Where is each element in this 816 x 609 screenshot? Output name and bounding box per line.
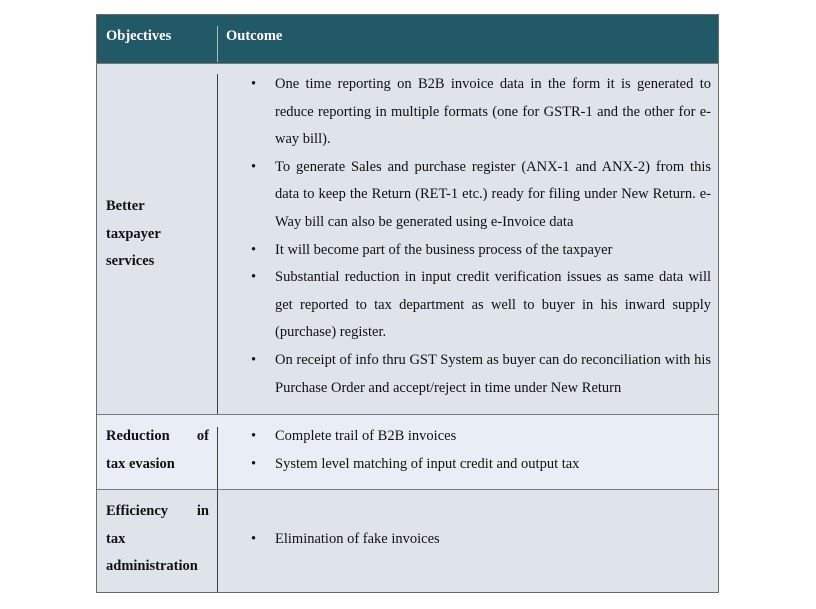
column-divider bbox=[217, 26, 218, 62]
list-item: • Complete trail of B2B invoices bbox=[251, 423, 711, 451]
objective-line: Reduction of bbox=[106, 428, 209, 444]
objective-cell bbox=[106, 498, 209, 581]
outcome-list bbox=[251, 423, 711, 478]
list-item: • One time reporting on B2B invoice data in the form it is generated to reduce reporting in multiple formats (one for GSTR-1 and the other for e-way bill). bbox=[251, 71, 711, 154]
outcome-list bbox=[251, 526, 711, 554]
table-row bbox=[97, 489, 718, 592]
header-objectives: Objectives bbox=[106, 28, 172, 44]
list-item: • System level matching of input credit and output tax bbox=[251, 451, 711, 479]
header-outcome: Outcome bbox=[226, 28, 283, 44]
objective-line: tax evasion bbox=[106, 455, 175, 472]
list-item: • On receipt of info thru GST System as buyer can do reconciliation with his Purchase Order and accept/reject in time under New Return bbox=[251, 347, 711, 402]
objective-cell bbox=[106, 193, 209, 276]
objective-line: tax bbox=[106, 530, 126, 547]
list-item: • It will become part of the business process of the taxpayer bbox=[251, 237, 711, 265]
objective-line: taxpayer bbox=[106, 225, 161, 242]
list-item: • Substantial reduction in input credit verification issues as same data will get reported to tax department as well to buyer in his inward supply (purchase) register. bbox=[251, 264, 711, 347]
objectives-outcome-table bbox=[96, 14, 719, 593]
objective-line: Efficiency in bbox=[106, 503, 209, 519]
column-divider bbox=[217, 427, 218, 489]
objective-line: Better bbox=[106, 198, 145, 214]
column-divider bbox=[217, 490, 218, 592]
table-row bbox=[97, 63, 718, 414]
objective-line: services bbox=[106, 253, 155, 269]
list-item: • To generate Sales and purchase register (ANX-1 and ANX-2) from this data to keep the Return (RET-1 etc.) ready for filing under New Return. e-Way bill can also be generated using e-Invoice data bbox=[251, 154, 711, 237]
table-header-row bbox=[97, 15, 718, 63]
outcome-list bbox=[251, 71, 711, 402]
column-divider bbox=[217, 74, 218, 414]
objective-cell bbox=[106, 423, 209, 478]
table-row bbox=[97, 414, 718, 489]
list-item: • Elimination of fake invoices bbox=[251, 526, 711, 554]
objective-line: administration bbox=[106, 558, 198, 574]
